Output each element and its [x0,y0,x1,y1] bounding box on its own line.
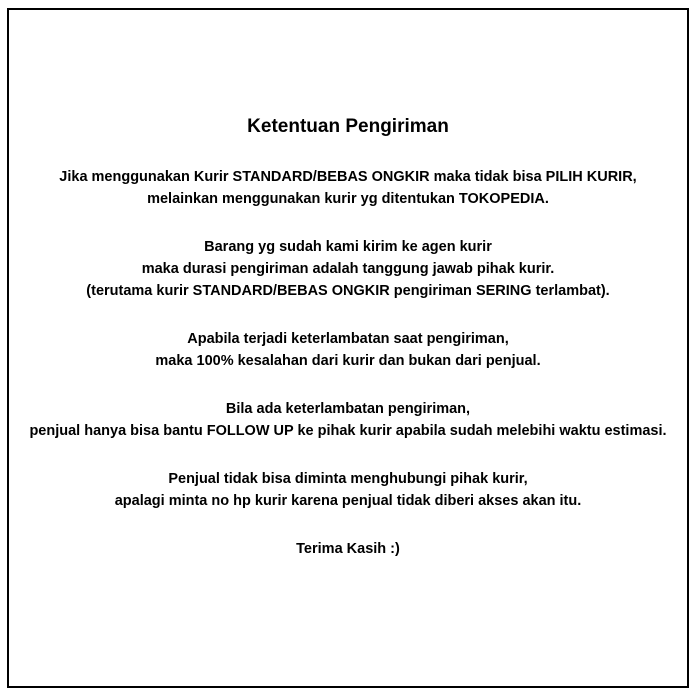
paragraph-line: Apabila terjadi keterlambatan saat pengiriman, [187,331,509,347]
paragraph-line: apalagi minta no hp kurir karena penjual tidak diberi akses akan itu. [114,493,582,509]
paragraph-delay-fault [9,328,687,372]
paragraph-shipping-responsibility [9,236,687,302]
paragraph-line: maka durasi pengiriman adalah tanggung jawab pihak kurir. [141,261,555,277]
paragraph-follow-up [9,398,687,442]
paragraph-line: (terutama kurir STANDARD/BEBAS ONGKIR pengiriman SERING terlambat). [86,283,610,299]
paragraph-line: penjual hanya bisa bantu FOLLOW UP ke pihak kurir apabila sudah melebihi waktu estimasi. [29,423,667,439]
paragraph-line: maka 100% kesalahan dari kurir dan bukan dari penjual. [155,353,541,369]
notice-title: Ketentuan Pengiriman [247,116,449,137]
paragraph-courier-choice [9,166,687,210]
notice-frame [7,8,689,688]
closing-text: Terima Kasih :) [296,541,400,557]
notice-content [9,114,687,560]
paragraph-line: Bila ada keterlambatan pengiriman, [225,401,471,417]
paragraph-line: Jika menggunakan Kurir STANDARD/BEBAS ONGKIR maka tidak bisa PILIH KURIR, [59,169,637,185]
paragraph-line: Penjual tidak bisa diminta menghubungi pihak kurir, [168,471,528,487]
paragraph-line: Barang yg sudah kami kirim ke agen kurir [204,239,492,255]
paragraph-no-contact [9,468,687,512]
paragraph-line: melainkan menggunakan kurir yg ditentukan TOKOPEDIA. [147,191,549,207]
